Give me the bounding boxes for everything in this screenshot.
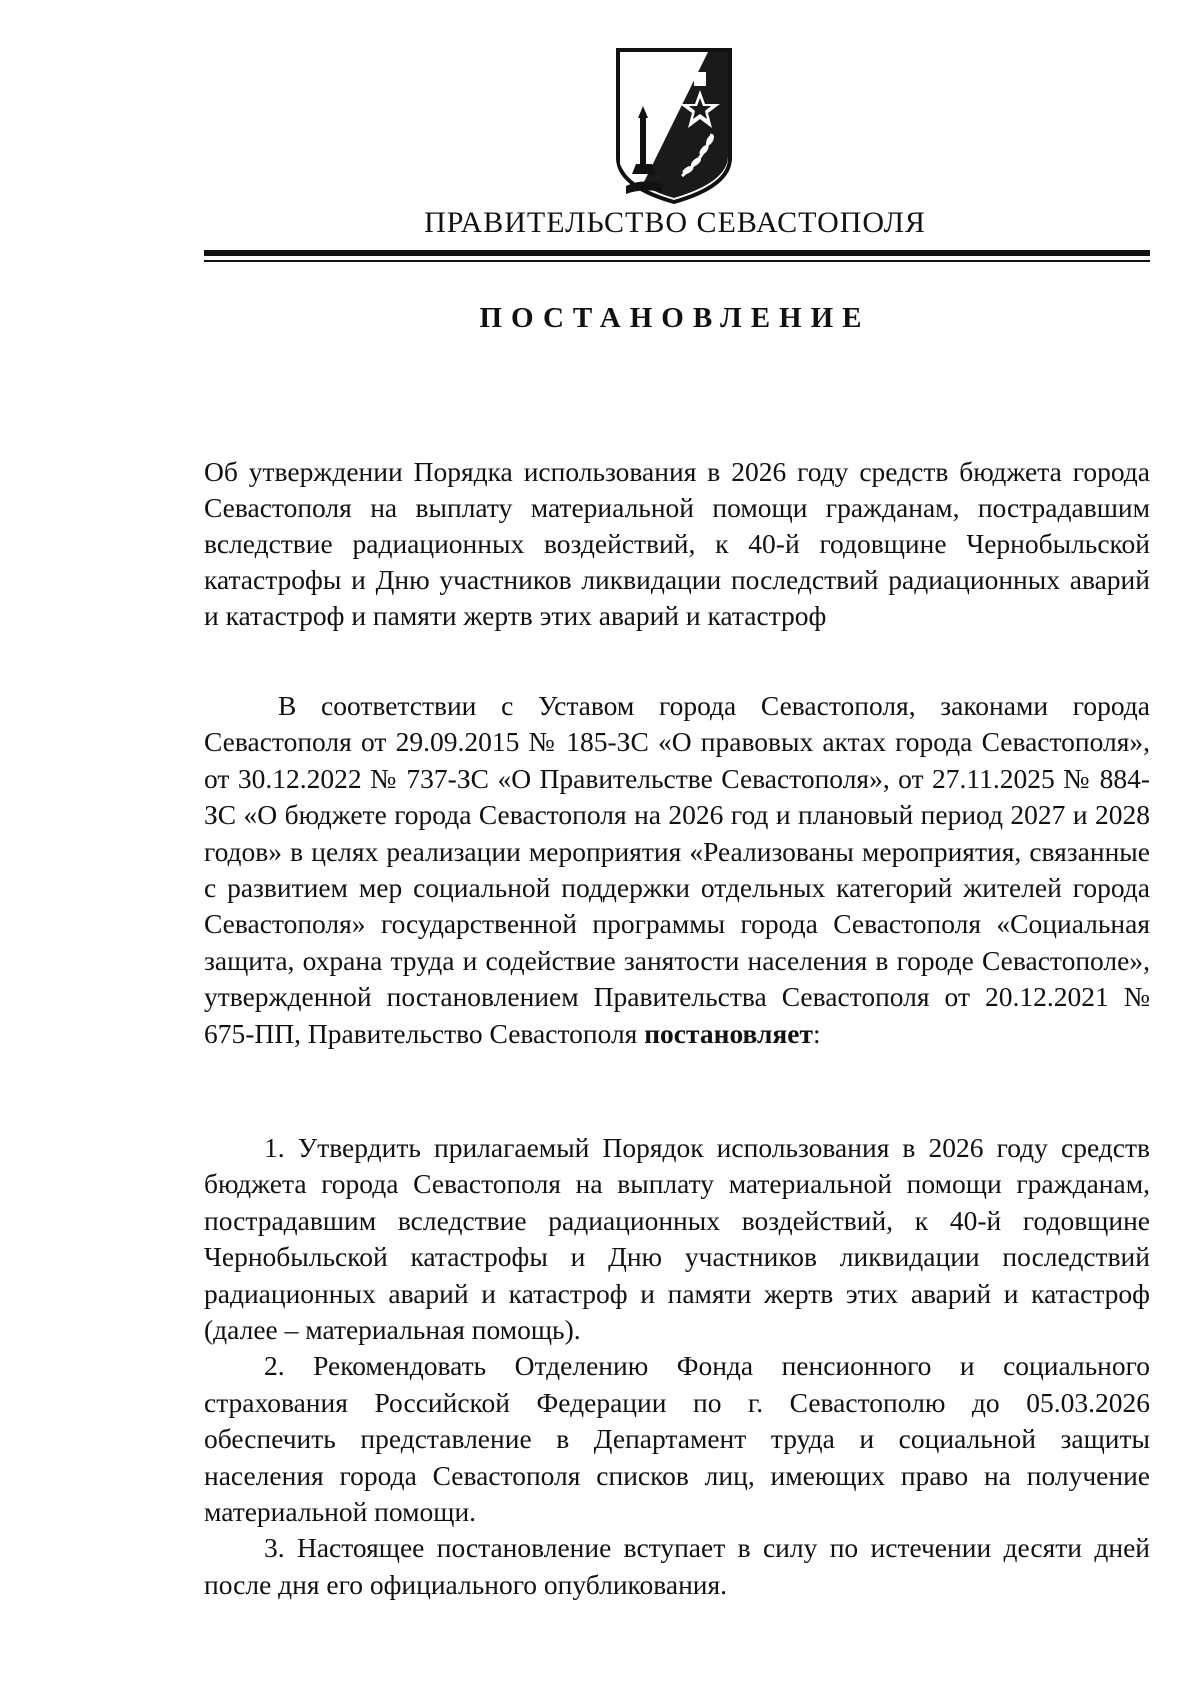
resolution-item-2: 2. Рекомендовать Отделению Фонда пенсионного и социального страхования Российской Федерации по г. Севастополю до 05.03.2026 обеспечить представление в Департамент труда и социальной защиты населения города Севастополя списков лиц, имеющих право на получение материальной помощи. [204,1350,1150,1528]
preamble-colon: : [813,1017,821,1049]
header-divider-thick [204,250,1150,256]
sevastopol-coat-of-arms-icon [612,46,736,206]
preamble-paragraph [204,688,1150,1052]
resolution-item-1: 1. Утвердить прилагаемый Порядок использования в 2026 году средств бюджета города Севастополя на выплату материальной помощи гражданам, пострадавшим вследствие радиационных воздействий, к 40-й годовщине Чернобыльской катастрофы и Дню участников ликвидации последствий радиационных аварий и катастроф и памяти жертв этих аварий и катастроф (далее – материальная помощь). [204,1132,1150,1346]
preamble-text: В соответствии с Уставом города Севастополя, законами города Севастополя от 29.09.2015 № 185-ЗС «О правовых актах города Севастополя», от 30.12.2022 № 737-ЗС «О Правительстве Севастополя», от 27.11.2025 № 884-ЗС «О бюджете города Севастополя на 2026 год и плановый период 2027 и 2028 годов» в целях реализации мероприятия «Реализованы мероприятия, связанные с развитием мер социальной поддержки отдельных категорий жителей города Севастополя» государственной программы города Севастополя «Социальная защита, охрана труда и содействие занятости населения в городе Севастополе», утвержденной постановлением Правительства Севастополя от 20.12.2021 № 675-ПП, Правительство Севастополя [204,690,1150,1049]
header-divider-thin [204,260,1150,262]
resolution-items [204,1130,1150,1603]
document-subject: Об утверждении Порядка использования в 2026 году средств бюджета города Севастополя на выплату материальной помощи гражданам, пострадавшим вследствие радиационных воздействий, к 40-й годовщине Чернобыльской катастрофы и Дню участников ликвидации последствий радиационных аварий и катастроф и памяти жертв этих аварий и катастроф [204,456,1150,631]
resolution-item-3: 3. Настоящее постановление вступает в силу по истечении десяти дней после дня его официального опубликования. [204,1532,1150,1600]
government-name: ПРАВИТЕЛЬСТВО СЕВАСТОПОЛЯ [424,206,926,239]
document-type-title: ПОСТАНОВЛЕНИЕ [479,302,871,334]
resolves-keyword: постановляет [644,1017,814,1049]
